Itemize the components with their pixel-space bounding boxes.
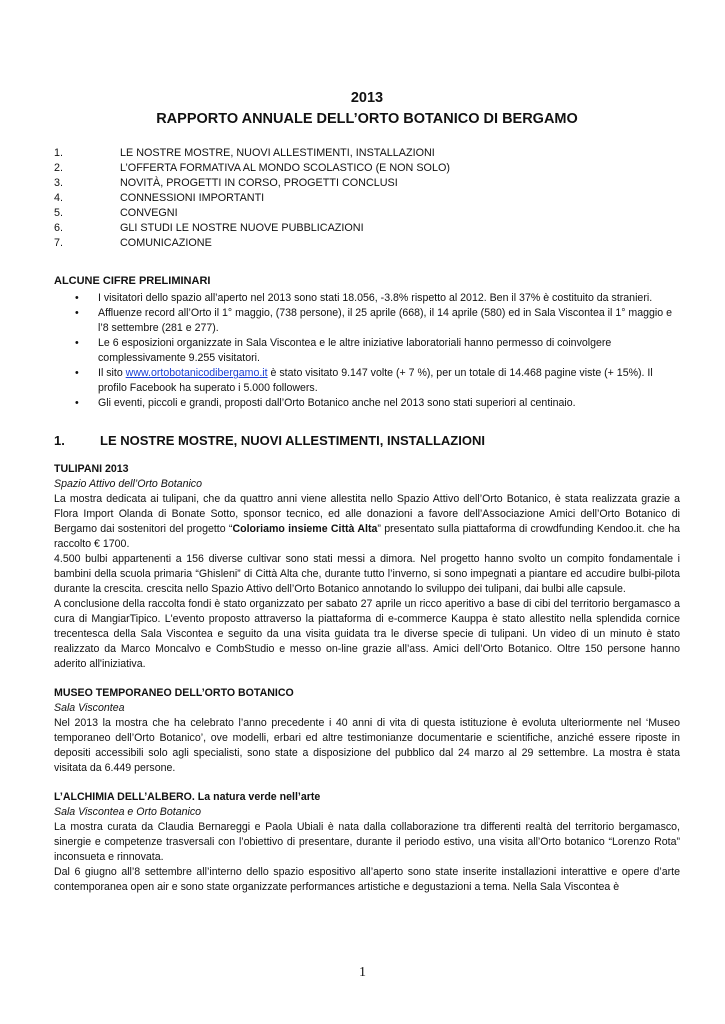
paragraph: Dal 6 giugno all’8 settembre all’interno dello spazio espositivo all’aperto sono state inserite installazioni interattive e opere d’arte contemporanea open air e sono state organizzate performances artistiche e degustazioni a tema. Nella Sala Viscontea è xyxy=(54,866,680,893)
list-item: • Gli eventi, piccoli e grandi, proposti dall’Orto Botanico anche nel 2013 sono stati superiori al centinaio. xyxy=(98,396,680,411)
toc-item: 2. L’OFFERTA FORMATIVA AL MONDO SCOLASTICO (E NON SOLO) xyxy=(54,162,450,174)
article-location: Spazio Attivo dell’Orto Botanico xyxy=(54,478,202,490)
table-of-contents xyxy=(54,146,680,251)
toc-item: 3. NOVITÀ, PROGETTI IN CORSO, PROGETTI CONCLUSI xyxy=(54,177,398,189)
list-item: • Il sito www.ortobotanicodibergamo.it è stato visitato 9.147 volte (+ 7 %), per un totale di 14.468 pagine viste (+ 15%). Il profilo Facebook ha superato i 5.000 followers. xyxy=(98,366,680,396)
paragraph: La mostra curata da Claudia Bernareggi e Paola Ubiali è nata dalla collaborazione tra differenti realtà del territorio bergamasco, sinergie e competenze trasversali con l’obiettivo di presentare, durante il periodo estivo, una visita all’Orto botanico “Lorenzo Rota” inconsueta e rinnovata. xyxy=(54,821,680,863)
paragraph: La mostra dedicata ai tulipani, che da quattro anni viene allestita nello Spazio Attivo dell’Orto Botanico, è stata realizzata grazie a Flora Import Olanda di Bonate Sotto, sponsor tecnico, ed alle donazioni a favore dell’Associazione Amici dell’Orto Botanico di Bergamo dai sostenitori del progetto “Coloriamo insieme Città Alta” presentato sulla piattaforma di crowdfunding Kendoo.it. che ha raccolto € 1700. xyxy=(54,493,680,550)
toc-item: 1. LE NOSTRE MOSTRE, NUOVI ALLESTIMENTI, INSTALLAZIONI xyxy=(54,147,435,159)
list-item: • Affluenze record all’Orto il 1° maggio, (738 persone), il 25 aprile (668), il 14 aprile (580) ed in Sala Viscontea il 1° maggio e l’8 settembre (281 e 277). xyxy=(98,306,680,336)
article-title: MUSEO TEMPORANEO DELL’ORTO BOTANICO xyxy=(54,687,294,699)
document-page xyxy=(54,88,680,895)
figures-list xyxy=(54,291,680,411)
paragraph: A conclusione della raccolta fondi è stato organizzato per sabato 27 aprile un ricco aperitivo a base di cibi del territorio bergamasco a cura di MangiarTipico. L'evento proposto attraverso la piattaforma di e-commerce Kauppa è stato allestito nella splendida cornice trecentesca della Sala Viscontea e seguito da una visita guidata tra le diverse specie di tulipani. Un video di un minuto è stato realizzato da Marco Moncalvo e CombStudio e messo on-line grazie all’ass. Amici dell’Orto Botanico. Oltre 150 persone hanno aderito all'iniziativa. xyxy=(54,598,680,670)
article-location: Sala Viscontea e Orto Botanico xyxy=(54,806,202,818)
toc-item: 7. COMUNICAZIONE xyxy=(54,237,212,249)
paragraph: 4.500 bulbi appartenenti a 156 diverse cultivar sono stati messi a dimora. Nel progetto hanno svolto un compito fondamentale i bambini della scuola primaria “Ghisleni” di Città Alta che, durante tutto l’inverno, si sono impegnati a piantare ed accudire bulbi-pilota durante la crescita. crescita nello Spazio Attivo dell’Orto Botanico annotando lo sviluppo dei tulipani, dai bulbi alle capsule. xyxy=(54,553,680,595)
paragraph: Nel 2013 la mostra che ha celebrato l’anno precedente i 40 anni di vita di questa istituzione è evoluta ulteriormente nel ‘Museo temporaneo dell’Orto Botanico’, ove modelli, erbari ed altre testimonianze documentarie e scientifiche, anziché essere riposte in depositi accessibili solo agli specialisti, sono state a disposizione del pubblico dal 24 marzo al 29 settembre. La mostra è stata visitata da 6.449 persone. xyxy=(54,717,680,774)
section-heading: 1. LE NOSTRE MOSTRE, NUOVI ALLESTIMENTI, INSTALLAZIONI xyxy=(54,433,485,448)
article-title: L’ALCHIMIA DELL’ALBERO. La natura verde nell’arte xyxy=(54,791,321,803)
toc-item: 4. CONNESSIONI IMPORTANTI xyxy=(54,192,265,204)
article-museo xyxy=(54,686,680,776)
article-title: TULIPANI 2013 xyxy=(54,463,129,475)
page-number: 1 xyxy=(359,965,366,980)
article-location: Sala Viscontea xyxy=(54,702,125,714)
report-year: 2013 xyxy=(350,90,384,106)
figures-heading: ALCUNE CIFRE PRELIMINARI xyxy=(54,275,211,287)
article-tulipani xyxy=(54,462,680,672)
list-item: • Le 6 esposizioni organizzate in Sala Viscontea e le altre iniziative laboratoriali hanno permesso di coinvolgere complessivamente 9.255 visitatori. xyxy=(98,336,680,366)
list-item: • I visitatori dello spazio all’aperto nel 2013 sono stati 18.056, -3.8% rispetto al 2012. Ben il 37% è costituito da stranieri. xyxy=(98,291,680,306)
article-alchimia xyxy=(54,790,680,895)
report-title: RAPPORTO ANNUALE DELL’ORTO BOTANICO DI BERGAMO xyxy=(156,111,578,127)
website-link[interactable]: www.ortobotanicodibergamo.it xyxy=(125,367,268,379)
toc-item: 6. GLI STUDI LE NOSTRE NUOVE PUBBLICAZIONI xyxy=(54,222,364,234)
toc-item: 5. CONVEGNI xyxy=(54,207,178,219)
